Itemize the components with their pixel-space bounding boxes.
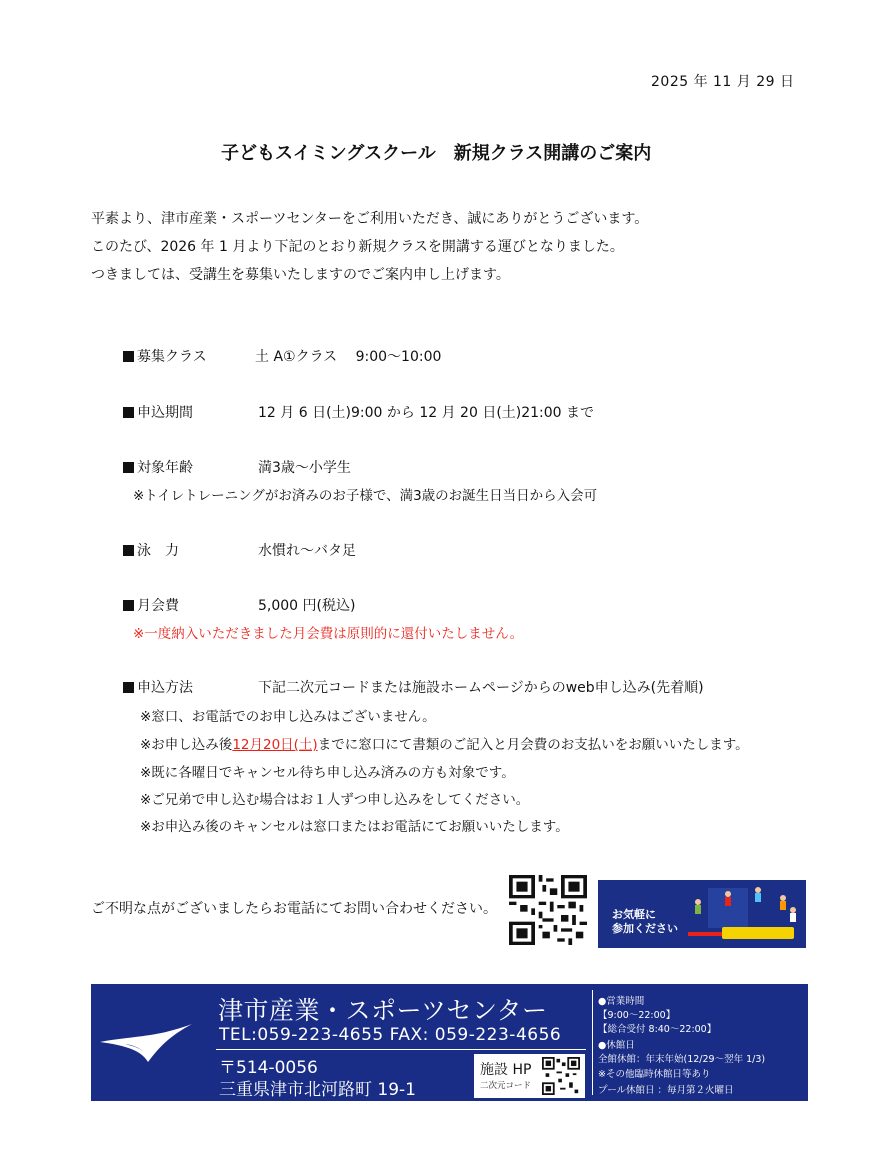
period-label: 申込期間	[123, 402, 193, 422]
age-label: 対象年齢	[123, 457, 193, 477]
class-value: 土 A①クラス 9:00～10:00	[255, 349, 442, 365]
closed-new-year: 全館休館：年末年始(12/29～翌年 1/3)	[598, 1054, 766, 1065]
banner-caption: お気軽に 参加ください	[612, 908, 678, 935]
hours-heading: ●営業時間	[598, 996, 645, 1007]
closed-heading: ●休館日	[598, 1040, 635, 1051]
skill-label: 泳 力	[123, 540, 179, 560]
bullet-square-icon	[123, 462, 134, 473]
fee-note: ※一度納入いただきました月会費は原則的に還付いたしません。	[133, 626, 524, 642]
facility-phone: TEL:059-223-4655 FAX: 059-223-4656	[219, 1025, 562, 1045]
facility-zip: 〒514-0056	[219, 1058, 318, 1078]
class-label: 募集クラス	[123, 346, 207, 366]
intro-line-1: 平素より、津市産業・スポーツセンターをご利用いただき、誠にありがとうございます。	[91, 211, 649, 227]
footer-vertical-divider	[592, 990, 593, 1095]
method-label: 申込方法	[123, 677, 193, 697]
facility-name: 津市産業・スポーツセンター	[218, 996, 548, 1025]
qr-code-icon[interactable]	[509, 875, 587, 945]
deadline-highlight: 12月20日(土)	[232, 737, 318, 753]
method-note-1: ※窓口、お電話でのお申し込みはございません。	[140, 709, 436, 725]
age-value: 満3歳～小学生	[258, 460, 351, 476]
bullet-square-icon	[123, 600, 134, 611]
bullet-square-icon	[123, 545, 134, 556]
method-note-4: ※ご兄弟で申し込む場合はお１人ずつ申し込みをしてください。	[140, 792, 530, 808]
facility-address: 三重県津市北河路町 19-1	[219, 1080, 416, 1100]
method-note-5: ※お申込み後のキャンセルは窓口またはお電話にてお願いいたします。	[140, 819, 569, 835]
notice-date: 2025 年 11 月 29 日	[651, 74, 795, 90]
method-note-3: ※既に各曜日でキャンセル待ち申し込み済みの方も対象です。	[140, 765, 515, 781]
fee-label: 月会費	[123, 595, 179, 615]
period-value: 12 月 6 日(土)9:00 から 12 月 20 日(土)21:00 まで	[258, 405, 595, 421]
fee-value: 5,000 円(税込)	[258, 598, 356, 614]
page-title: 子どもスイミングスクール 新規クラス開講のご案内	[221, 143, 652, 164]
closing-text: ご不明な点がございましたらお電話にてお問い合わせください。	[91, 901, 497, 917]
bullet-square-icon	[123, 682, 134, 693]
method-note-2: ※お申し込み後12月20日(土)までに窓口にて書類のご記入と月会費のお支払いをお願いいたします。	[140, 737, 749, 753]
homepage-qr-icon[interactable]	[542, 1057, 580, 1095]
reception-hours: 【総合受付 8:40～22:00】	[598, 1024, 717, 1035]
pool-closed-day: プール休館日 ：毎月第２火曜日	[598, 1085, 734, 1096]
method-value: 下記二次元コードまたは施設ホームページからのweb申し込み(先着順)	[258, 680, 704, 696]
skill-value: 水慣れ～バタ足	[258, 543, 356, 559]
homepage-sublabel: 二次元コード	[480, 1081, 532, 1091]
footer-divider	[216, 1049, 586, 1050]
age-note: ※トイレトレーニングがお済みのお子様で、満3歳のお誕生日当日から入会可	[133, 488, 598, 504]
banner-button[interactable]	[722, 927, 794, 939]
intro-line-2: このたび、2026 年 1 月より下記のとおり新規クラスを開講する運びとなりました。	[91, 239, 624, 255]
bullet-square-icon	[123, 407, 134, 418]
homepage-label: 施設 HP	[480, 1062, 532, 1078]
bullet-square-icon	[123, 351, 134, 362]
closed-temporary: ※その他臨時休館日等あり	[598, 1069, 711, 1080]
brand-logo-icon	[100, 1022, 200, 1064]
intro-line-3: つきましては、受講生を募集いたしますのでご案内申し上げます。	[91, 267, 510, 283]
hours-value: 【9:00～22:00】	[598, 1010, 676, 1021]
